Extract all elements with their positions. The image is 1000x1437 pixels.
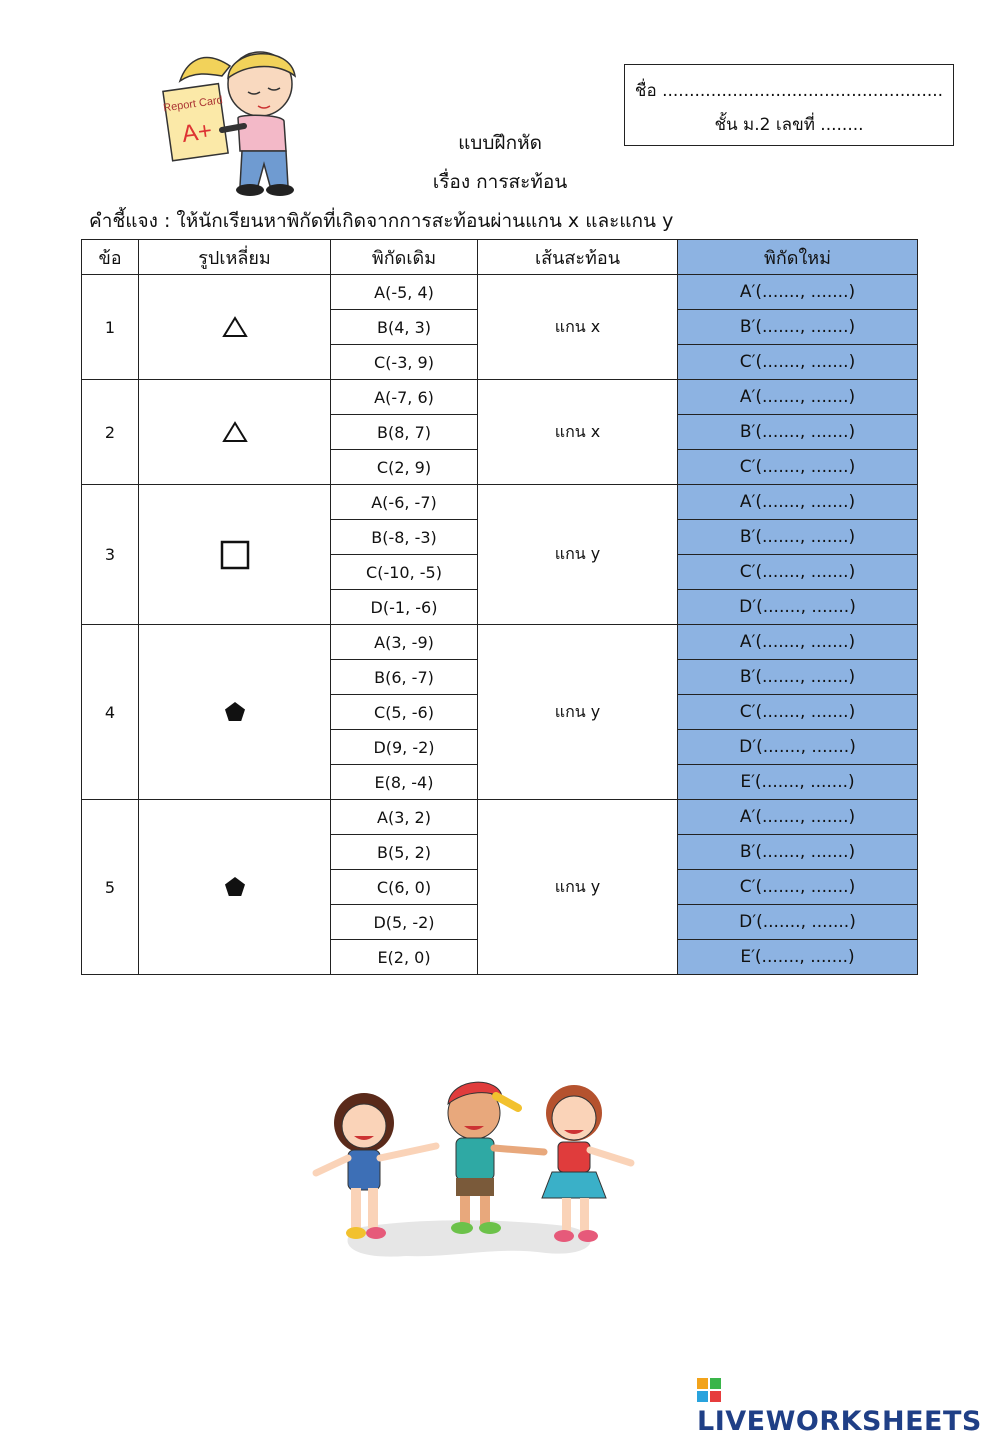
shape-cell — [139, 800, 331, 975]
table-row — [82, 275, 918, 310]
original-coordinate: B(4, 3) — [331, 310, 478, 345]
triangle-icon — [139, 421, 330, 443]
new-coordinate-answer[interactable]: D′(......., .......) — [678, 730, 918, 765]
worksheet-subtitle: เรื่อง การสะท้อน — [432, 171, 568, 193]
header-new-coords: พิกัดใหม่ — [678, 240, 918, 275]
header-shape: รูปเหลี่ยม — [139, 240, 331, 275]
reflection-table — [81, 239, 918, 975]
logo-text: LIVEWORKSHEETS — [697, 1406, 982, 1437]
original-coordinate: A(-7, 6) — [331, 380, 478, 415]
table-row — [82, 800, 918, 835]
original-coordinate: B(-8, -3) — [331, 520, 478, 555]
original-coordinate: B(5, 2) — [331, 835, 478, 870]
class-number-line[interactable]: ชั้น ม.2 เลขที่ ........ — [714, 115, 864, 135]
liveworksheets-logo — [697, 1378, 1000, 1437]
original-coordinate: A(-5, 4) — [331, 275, 478, 310]
original-coordinate: C(2, 9) — [331, 450, 478, 485]
original-coordinate: A(-6, -7) — [331, 485, 478, 520]
original-coordinate: E(8, -4) — [331, 765, 478, 800]
instruction-text: คำชี้แจง : ให้นักเรียนหาพิกัดที่เกิดจากการสะท้อนผ่านแกน x และแกน y — [89, 210, 674, 232]
original-coordinate: D(5, -2) — [331, 905, 478, 940]
new-coordinate-answer[interactable]: C′(......., .......) — [678, 870, 918, 905]
square-icon — [139, 540, 330, 570]
new-coordinate-answer[interactable]: C′(......., .......) — [678, 555, 918, 590]
original-coordinate: C(-3, 9) — [331, 345, 478, 380]
original-coordinate: D(9, -2) — [331, 730, 478, 765]
new-coordinate-answer[interactable]: C′(......., .......) — [678, 345, 918, 380]
table-header-row — [82, 240, 918, 275]
original-coordinate: C(5, -6) — [331, 695, 478, 730]
new-coordinate-answer[interactable]: B′(......., .......) — [678, 835, 918, 870]
table-row — [82, 380, 918, 415]
report-card-label: Report Card — [162, 94, 224, 115]
new-coordinate-answer[interactable]: C′(......., .......) — [678, 450, 918, 485]
pentagon-icon — [139, 876, 330, 898]
new-coordinate-answer[interactable]: E′(......., .......) — [678, 765, 918, 800]
report-card-grade: A+ — [180, 117, 214, 149]
logo-mark-icon — [697, 1378, 721, 1406]
original-coordinate: C(-10, -5) — [331, 555, 478, 590]
original-coordinate: A(3, 2) — [331, 800, 478, 835]
new-coordinate-answer[interactable]: B′(......., .......) — [678, 520, 918, 555]
reflection-axis: แกน y — [478, 800, 678, 975]
new-coordinate-answer[interactable]: A′(......., .......) — [678, 625, 918, 660]
item-number: 1 — [82, 275, 139, 380]
reflection-axis: แกน y — [478, 625, 678, 800]
new-coordinate-answer[interactable]: B′(......., .......) — [678, 415, 918, 450]
item-number: 5 — [82, 800, 139, 975]
worksheet-title: แบบฝึกหัด — [458, 132, 542, 154]
kids-holding-hands-illustration — [296, 1068, 646, 1263]
original-coordinate: E(2, 0) — [331, 940, 478, 975]
table-row — [82, 625, 918, 660]
new-coordinate-answer[interactable]: A′(......., .......) — [678, 800, 918, 835]
new-coordinate-answer[interactable]: A′(......., .......) — [678, 485, 918, 520]
original-coordinate: D(-1, -6) — [331, 590, 478, 625]
item-number: 3 — [82, 485, 139, 625]
reflection-axis: แกน x — [478, 275, 678, 380]
new-coordinate-answer[interactable]: A′(......., .......) — [678, 380, 918, 415]
new-coordinate-answer[interactable]: D′(......., .......) — [678, 905, 918, 940]
new-coordinate-answer[interactable]: D′(......., .......) — [678, 590, 918, 625]
shape-cell — [139, 485, 331, 625]
new-coordinate-answer[interactable]: A′(......., .......) — [678, 275, 918, 310]
original-coordinate: B(6, -7) — [331, 660, 478, 695]
new-coordinate-answer[interactable]: E′(......., .......) — [678, 940, 918, 975]
original-coordinate: C(6, 0) — [331, 870, 478, 905]
new-coordinate-answer[interactable]: C′(......., .......) — [678, 695, 918, 730]
table-row — [82, 485, 918, 520]
original-coordinate: A(3, -9) — [331, 625, 478, 660]
pentagon-icon — [139, 701, 330, 723]
new-coordinate-answer[interactable]: B′(......., .......) — [678, 660, 918, 695]
shape-cell — [139, 380, 331, 485]
reflection-axis: แกน x — [478, 380, 678, 485]
header-number: ข้อ — [82, 240, 139, 275]
shape-cell — [139, 275, 331, 380]
header-original-coords: พิกัดเดิม — [331, 240, 478, 275]
shape-cell — [139, 625, 331, 800]
reflection-axis: แกน y — [478, 485, 678, 625]
student-name-line[interactable]: ชื่อ .................................................... — [634, 81, 944, 101]
triangle-icon — [139, 316, 330, 338]
new-coordinate-answer[interactable]: B′(......., .......) — [678, 310, 918, 345]
item-number: 4 — [82, 625, 139, 800]
original-coordinate: B(8, 7) — [331, 415, 478, 450]
item-number: 2 — [82, 380, 139, 485]
header-reflection-line: เส้นสะท้อน — [478, 240, 678, 275]
